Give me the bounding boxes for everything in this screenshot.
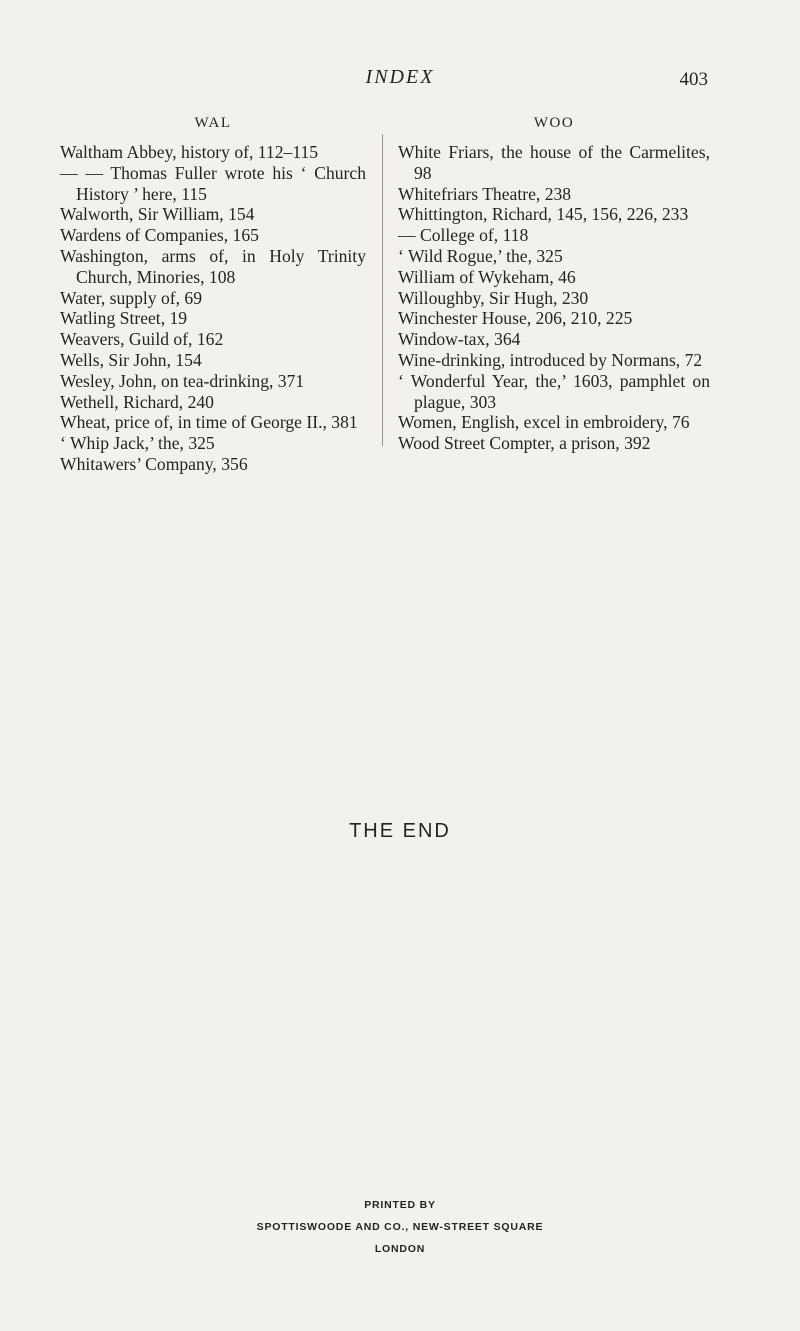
printer-line-2: SPOTTISWOODE AND CO., NEW-STREET SQUARE [256,1221,544,1233]
index-entry: Weavers, Guild of, 162 [60,329,224,350]
index-entry: Whitawers’ Company, 356 [60,453,248,474]
index-entry: Women, English, excel in embroidery, 76 [398,412,690,433]
printer-line-1: PRINTED BY [364,1199,436,1211]
index-entry: ‘ Wild Rogue,’ the, 325 [398,245,563,266]
index-entry: Wine-drinking, introduced by Normans, 72 [398,349,703,370]
index-entry: William of Wykeham, 46 [398,266,576,287]
the-end-text: THE END [349,820,451,842]
index-entry: Waltham Abbey, history of, 112–115 [60,142,319,162]
index-entry: — — Thomas Fuller wrote his ‘ Church History ’ here, 115 [60,162,366,204]
index-entry: White Friars, the house of the Carmelites, 98 [398,142,710,183]
index-entry: Washington, arms of, in Holy Trinity Church, Minories, 108 [60,245,366,287]
index-entry: Window-tax, 364 [398,329,521,350]
index-entry: — College of, 118 [398,225,529,246]
index-entry: Whitefriars Theatre, 238 [398,183,572,204]
column-divider [382,134,383,446]
running-title: INDEX [365,66,435,88]
index-entry: Water, supply of, 69 [60,287,203,308]
index-entry: Wells, Sir John, 154 [60,349,202,370]
index-entry: Watling Street, 19 [60,308,188,329]
index-entry: Wood Street Compter, a prison, 392 [398,433,651,454]
page-header [0,66,800,96]
index-entry: ‘ Wonderful Year, the,’ 1603, pamphlet on plague, 303 [398,370,710,412]
index-entry: Wethell, Richard, 240 [60,391,214,412]
index-entry: ‘ Whip Jack,’ the, 325 [60,433,215,454]
guide-word-right: WOO [533,115,575,131]
index-column-left [60,113,366,475]
index-entry: Whittington, Richard, 145, 156, 226, 233 [398,204,689,225]
index-entry: Wardens of Companies, 165 [60,225,259,246]
guide-word-left: WAL [194,115,232,131]
printer-line-3: LONDON [374,1243,426,1255]
index-entry: Walworth, Sir William, 154 [60,204,255,225]
index-column-right [398,113,710,454]
index-entry: Wesley, John, on tea-drinking, 371 [60,370,305,391]
index-entry: Wheat, price of, in time of George II., 381 [60,412,358,433]
index-entry: Willoughby, Sir Hugh, 230 [398,287,589,308]
index-entry: Winchester House, 206, 210, 225 [398,308,633,329]
page-number: 403 [679,69,708,90]
